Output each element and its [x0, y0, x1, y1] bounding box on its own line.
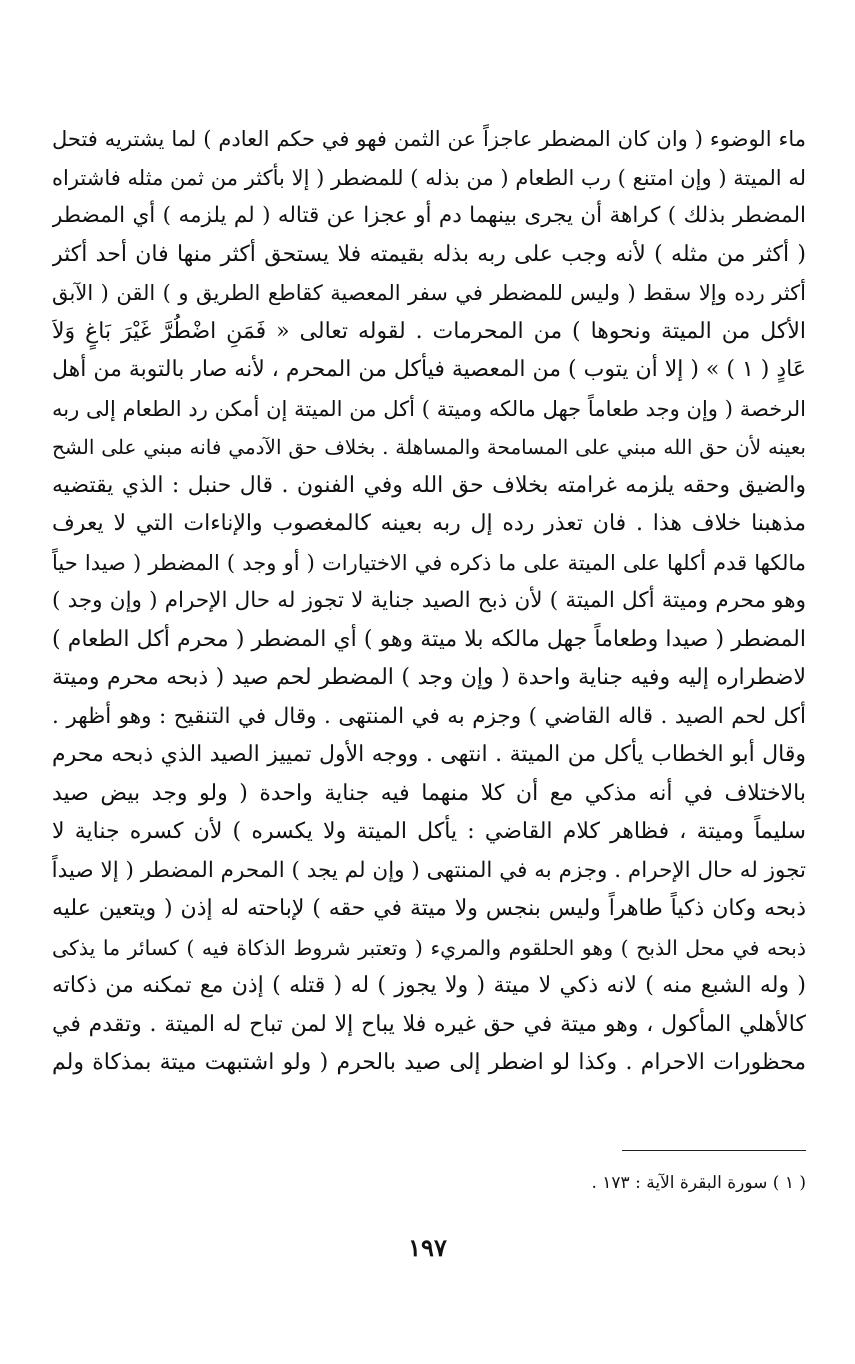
body-line: بالاختلاف في أنه مذكي مع أن كلا منهما فيه جناية واحدة ( ولو وجد بيض صيد	[52, 780, 806, 806]
body-text	[52, 120, 806, 1083]
body-line: وقال أبو الخطاب يأكل من الميتة . انتهى . ووجه الأول تمييز الصيد الذي ذبحه محرم	[52, 742, 806, 767]
body-line: أكل لحم الصيد . قاله القاضي ) وجزم به في المنتهى . وقال في التنقيح : وهو أظهر .	[52, 703, 806, 729]
body-line: مالكها قدم أكلها على الميتة على ما ذكره في الاختيارات ( أو وجد ) المضطر ( صيدا حياً	[52, 550, 806, 575]
body-line: وهو محرم وميتة أكل الميتة ) لأن ذبح الصيد جناية لا تجوز له حال الإحرام ( وإن وجد )	[52, 588, 806, 613]
body-line: سليماً وميتة ، فظاهر كلام القاضي : يأكل الميتة ولا يكسره ) لأن كسره جناية لا	[52, 819, 806, 844]
body-line: والضيق وحقه يلزمه غرامته بخلاف حق الله وفي الفنون . قال حنبل : الذي يقتضيه	[52, 472, 806, 498]
footnote-divider	[622, 1150, 806, 1151]
body-line: كالأهلي المأكول ، وهو ميتة في حق غيره فلا يباح إلا لمن تباح له الميتة . وتقدم في	[52, 1011, 806, 1037]
body-line: أكثر رده وإلا سقط ( وليس للمضطر في سفر المعصية كقاطع الطريق و ) القن ( الآبق	[52, 281, 806, 305]
body-line: بعينه لأن حق الله مبني على المسامحة والمساهلة . بخلاف حق الآدمي فانه مبني على الشح	[52, 435, 806, 459]
body-line: ذبحه وكان ذكياً طاهراً وليس بنجس ولا ميتة في حقه ) لإباحته له إذن ( ويتعين عليه	[52, 896, 806, 921]
body-line: ماء الوضوء ( وان كان المضطر عاجزاً عن الثمن فهو في حكم العادم ) لما يشتريه فتحل	[52, 127, 806, 151]
body-line: الرخصة ( وإن وجد طعاماً جهل مالكه وميتة ) أكل من الميتة إن أمكن رد الطعام إلى ربه	[52, 396, 806, 421]
body-line: المضطر ( صيدا وطعاماً جهل مالكه بلا ميتة وهو ) أي المضطر ( محرم أكل الطعام )	[52, 626, 806, 652]
body-line: المضطر بذلك ) كراهة أن يجرى بينهما دم أو عجزا عن قتاله ( لم يلزمه ) أي المضطر	[52, 203, 806, 228]
body-line: تجوز له حال الإحرام . وجزم به في المنتهى ( وإن لم يجد ) المحرم المضطر ( إلا صيداً	[52, 857, 806, 883]
body-line: له الميتة ( وإن امتنع ) رب الطعام ( من بذله ) للمضطر ( إلا بأكثر من ثمن مثله فاشتراه	[52, 165, 806, 190]
body-line: الأكل من الميتة ونحوها ) من المحرمات . لقوله تعالى « فَمَنِ اضْطُرَّ غَيْرَ بَاغٍ وَلاَ	[52, 318, 806, 344]
body-line: ( وله الشبع منه ) لانه ذكي لا ميتة ( ولا يجوز ) له ( قتله ) إذن مع تمكنه من ذكاته	[52, 973, 806, 998]
body-line: مذهبنا خلاف هذا . فان تعذر رده إل ربه بعينه كالمغصوب والإناءات التي لا يعرف	[52, 511, 806, 536]
body-line: ذبحه في محل الذبح ) وهو الحلقوم والمريء ( وتعتبر شروط الذكاة فيه ) كسائر ما يذكى	[52, 935, 806, 960]
body-line: محظورات الاحرام . وكذا لو اضطر إلى صيد بالحرم ( ولو اشتبهت ميتة بمذكاة ولم	[52, 1050, 806, 1075]
page-number: ١٩٧	[408, 1233, 447, 1262]
body-line: عَادٍ ( ١ ) » ( إلا أن يتوب ) من المعصية فيأكل من المحرم ، لأنه صار بالتوبة من أهل	[52, 357, 806, 382]
body-line: ( أكثر من مثله ) لأنه وجب على ربه بذله بقيمته فلا يستحق أكثر منها فان أحد أكثر	[52, 241, 806, 267]
footnote: ( ١ ) سورة البقرة الآية : ١٧٣ .	[591, 1173, 806, 1193]
body-line: لاضطراره إليه وفيه جناية واحدة ( وإن وجد ) المضطر لحم صيد ( ذبحه محرم وميتة	[52, 665, 806, 690]
